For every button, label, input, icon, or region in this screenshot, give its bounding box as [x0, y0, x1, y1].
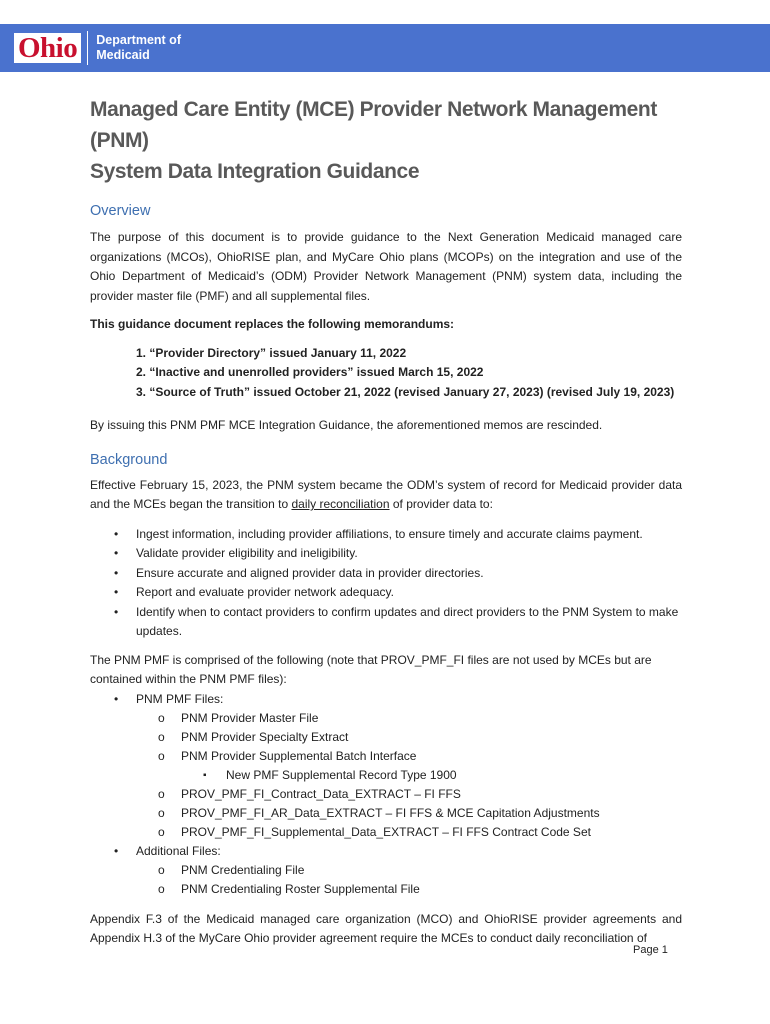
bullet-marker: •: [114, 604, 119, 619]
pmf-intro-paragraph: The PNM PMF is comprised of the following (note that PROV_PMF_FI files are not used by MCEs but are contained within the PNM PMF files):: [90, 652, 652, 686]
file-name: PROV_PMF_FI_Supplemental_Data_EXTRACT – FI FFS Contract Code Set: [181, 824, 591, 839]
ohio-medicaid-logo: [0, 24, 210, 72]
circle-marker: o: [158, 710, 165, 725]
bullet-marker: •: [114, 526, 119, 541]
list-item: [90, 544, 682, 564]
logo-divider: [87, 31, 88, 65]
list-item: [90, 690, 682, 709]
appendix-paragraph: Appendix F.3 of the Medicaid managed care organization (MCO) and OhioRISE provider agreements and Appendix H.3 of the MyCare Ohio provider agreement require the MCEs to conduct daily reconciliation of: [90, 911, 682, 945]
pmf-file-list: [90, 690, 682, 899]
circle-marker: o: [158, 729, 165, 744]
list-item: [90, 747, 682, 766]
purpose-bullet-list: [90, 525, 682, 642]
list-item: [90, 525, 682, 545]
file-name: PNM Credentialing File: [181, 862, 305, 877]
memo-item: 3. “Source of Truth” issued October 21, 2022 (revised January 27, 2023) (revised July 19, 2023): [136, 384, 675, 399]
bullet-text: Identify when to contact providers to confirm updates and direct providers to the PNM System to make updates.: [136, 604, 679, 638]
pmf-files-label: PNM PMF Files:: [136, 691, 224, 706]
list-item: [90, 603, 682, 642]
title-line-2: System Data Integration Guidance: [90, 160, 420, 183]
bullet-text: Ingest information, including provider affiliations, to ensure timely and accurate claims payment.: [136, 526, 643, 541]
list-item: [90, 728, 682, 747]
dept-line-1: Department of: [96, 33, 181, 47]
memo-item: 2. “Inactive and unenrolled providers” issued March 15, 2022: [136, 365, 484, 379]
bullet-text: Report and evaluate provider network adequacy.: [136, 585, 394, 599]
square-marker: ▪: [203, 769, 207, 781]
background-paragraph: [90, 476, 682, 515]
list-item: [90, 564, 682, 584]
bullet-marker: •: [114, 546, 119, 560]
circle-marker: o: [158, 786, 165, 801]
list-item: [90, 823, 682, 842]
list-item: [90, 842, 682, 861]
document-title: [90, 94, 682, 187]
document-page: [90, 94, 682, 949]
bg-para-start: Effective February 15, 2023, the PNM system became the ODM’s system of record for Medicaid provider data and the MCEs began the transition to: [90, 477, 682, 511]
list-item: [90, 583, 682, 603]
bullet-marker: •: [114, 565, 119, 580]
list-item: [90, 880, 682, 899]
list-item: [90, 804, 682, 823]
circle-marker: o: [158, 881, 165, 896]
bullet-marker: •: [114, 585, 119, 599]
dept-line-2: Medicaid: [96, 48, 150, 62]
rescind-statement: By issuing this PNM PMF MCE Integration Guidance, the aforementioned memos are rescinded.: [90, 418, 603, 432]
file-name: PNM Provider Specialty Extract: [181, 729, 349, 744]
list-item: [90, 766, 682, 785]
file-name: PNM Credentialing Roster Supplemental File: [181, 881, 420, 896]
circle-marker: o: [158, 862, 165, 877]
list-item: [90, 785, 682, 804]
background-heading: Background: [90, 451, 168, 468]
daily-reconciliation-term: daily reconciliation: [291, 497, 390, 511]
file-name: PROV_PMF_FI_Contract_Data_EXTRACT – FI FFS: [181, 786, 461, 801]
list-item: [90, 709, 682, 728]
bullet-marker: •: [114, 843, 119, 858]
file-name: New PMF Supplemental Record Type 1900: [226, 767, 457, 782]
memo-item: 1. “Provider Directory” issued January 11, 2022: [136, 345, 407, 360]
additional-files-label: Additional Files:: [136, 843, 221, 858]
bg-para-end: of provider data to:: [389, 497, 493, 511]
circle-marker: o: [158, 824, 165, 839]
logo-department-text: [96, 33, 181, 63]
bullet-marker: •: [114, 691, 119, 706]
circle-marker: o: [158, 805, 165, 820]
circle-marker: o: [158, 748, 165, 763]
page-number: Page 1: [633, 944, 668, 956]
replaces-statement: This guidance document replaces the following memorandums:: [90, 317, 455, 331]
memo-list: [90, 344, 682, 403]
bullet-text: Ensure accurate and aligned provider data in provider directories.: [136, 565, 484, 580]
logo-ohio-text: Ohio: [14, 33, 81, 63]
bullet-text: Validate provider eligibility and ineligibility.: [136, 546, 358, 560]
overview-paragraph: The purpose of this document is to provide guidance to the Next Generation Medicaid managed care organizations (MCOs), OhioRISE plan, and MyCare Ohio plans (MCOPs) on the integration and use of the Ohio Department of Medicaid’s (ODM) Provider Network Management (PNM) system data, including the provider master file (PMF) and all supplemental files.: [90, 230, 682, 303]
header-bar: [0, 24, 770, 72]
file-name: PROV_PMF_FI_AR_Data_EXTRACT – FI FFS & MCE Capitation Adjustments: [181, 805, 600, 820]
file-name: PNM Provider Master File: [181, 710, 319, 725]
file-name: PNM Provider Supplemental Batch Interface: [181, 748, 417, 763]
overview-heading: Overview: [90, 203, 151, 219]
title-line-1: Managed Care Entity (MCE) Provider Network Management (PNM): [90, 98, 657, 152]
list-item: [90, 861, 682, 880]
